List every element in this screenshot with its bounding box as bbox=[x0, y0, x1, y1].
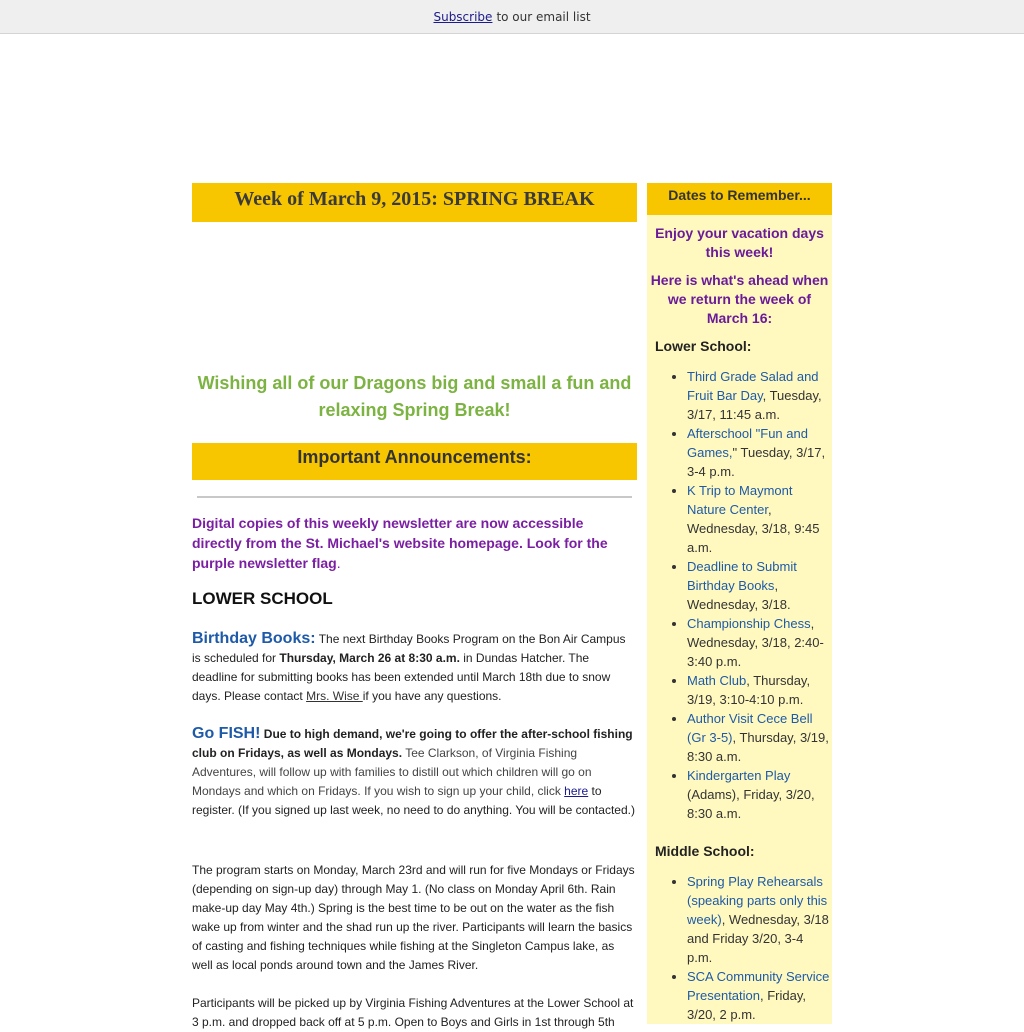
event-link[interactable]: Spring Play Rehearsals (speaking parts only this week) bbox=[687, 874, 828, 927]
subscribe-bar bbox=[0, 0, 1024, 34]
go-fish-text-1: Tee Clarkson, of Virginia Fishing Adventures, will follow up with families to distill out which children will go on Mondays and which on Fridays. If you wish to sign up your child, click bbox=[192, 746, 592, 798]
lower-school-dates-heading: Lower School: bbox=[655, 338, 752, 354]
event-detail: , Wednesday, 3/18. bbox=[687, 578, 791, 612]
event-link[interactable]: Afterschool "Fun and Games, bbox=[687, 426, 808, 460]
subscribe-link[interactable]: Subscribe bbox=[433, 9, 493, 24]
event-detail: , Friday, 3/20, 2 p.m. bbox=[687, 988, 806, 1022]
go-fish-section bbox=[192, 724, 637, 820]
event-link[interactable]: Championship Chess bbox=[687, 616, 811, 631]
list-item bbox=[687, 481, 832, 557]
birthday-date: Thursday, March 26 at 8:30 a.m. bbox=[279, 651, 460, 665]
mrs-wise-link[interactable]: Mrs. Wise bbox=[306, 689, 363, 703]
event-detail: , Wednesday, 3/18, 9:45 a.m. bbox=[687, 502, 820, 555]
event-detail: , Thursday, 3/19, 8:30 a.m. bbox=[687, 730, 829, 764]
dates-sidebar bbox=[647, 183, 832, 1024]
event-detail: , Thursday, 3/19, 3:10-4:10 p.m. bbox=[687, 673, 811, 707]
program-paragraph: The program starts on Monday, March 23rd and will run for five Mondays or Fridays (depending on sign-up day) through May 1. (No class on Monday April 6th. Rain make-up day May 4th.) Spring is the best time to be out on the water as the fish wake up from winter and the shad run up the river. Participants will learn the basics of casting and fishing techniques while fishing at the Singleton Campus lake, as well as local ponds around town and the James River. bbox=[192, 863, 635, 972]
event-detail: , Wednesday, 3/18, 2:40-3:40 p.m. bbox=[687, 616, 824, 669]
list-item bbox=[687, 614, 832, 671]
go-fish-bold: Due to high demand, we're going to offer the after-school fishing club on Fridays, as well as Mondays. bbox=[192, 727, 633, 760]
spring-break-message bbox=[192, 370, 637, 424]
lower-school-label: Lower School bbox=[655, 338, 747, 354]
birthday-books-heading: Birthday Books: bbox=[192, 630, 316, 647]
register-here-link[interactable]: here bbox=[564, 784, 589, 798]
event-link[interactable]: SCA Community Service Presentation bbox=[687, 969, 830, 1003]
announcements-banner: Important Announcements: bbox=[192, 443, 637, 480]
event-link[interactable]: Math Club bbox=[687, 673, 747, 688]
event-link[interactable]: Third Grade Salad and Fruit Bar Day bbox=[687, 369, 819, 403]
event-detail: , Wednesday, 3/18 and Friday 3/20, 3-4 p.m. bbox=[687, 912, 829, 965]
list-item bbox=[687, 424, 832, 481]
event-link[interactable]: Kindergarten Play bbox=[687, 768, 791, 783]
list-item bbox=[687, 709, 832, 766]
list-item bbox=[687, 766, 832, 823]
pickup-paragraph: Participants will be picked up by Virginia Fishing Adventures at the Lower School at 3 p.m. and dropped back off at 5 p.m. Open to Boys and Girls in 1st through 5th bbox=[192, 996, 634, 1029]
list-item bbox=[687, 872, 832, 967]
go-fish-heading: Go FISH! bbox=[192, 725, 261, 742]
middle-school-label: Middle School bbox=[655, 843, 750, 859]
event-detail: (Adams), Friday, 3/20, 8:30 a.m. bbox=[687, 787, 815, 821]
lower-school-heading: LOWER SCHOOL bbox=[192, 589, 333, 608]
list-item bbox=[687, 967, 832, 1024]
event-link[interactable]: Author Visit Cece Bell (Gr 3-5) bbox=[687, 711, 813, 745]
middle-school-events bbox=[647, 872, 832, 1024]
birthday-text-1: The next Birthday Books Program on the Bon Air Campus is scheduled for bbox=[192, 632, 626, 665]
lower-school-events bbox=[647, 367, 832, 823]
middle-school-dates-heading: Middle School: bbox=[655, 843, 755, 859]
divider bbox=[197, 496, 632, 498]
newsletter-main bbox=[192, 183, 637, 1029]
vacation-message: Enjoy your vacation days this week! bbox=[655, 225, 824, 260]
week-banner: Week of March 9, 2015: SPRING BREAK bbox=[192, 183, 637, 222]
dates-banner: Dates to Remember... bbox=[647, 183, 832, 215]
event-detail: , Tuesday, 3/17, 11:45 a.m. bbox=[687, 388, 822, 422]
list-item bbox=[687, 367, 832, 424]
digital-copies-end: . bbox=[336, 555, 341, 571]
go-fish-text-2: to register. (If you signed up last week, no need to do anything. You will be contacted.) bbox=[192, 784, 635, 817]
list-item bbox=[687, 671, 832, 709]
event-link[interactable]: Deadline to Submit Birthday Books bbox=[687, 559, 797, 593]
birthday-books-section bbox=[192, 629, 637, 706]
event-detail: " Tuesday, 3/17, 3-4 p.m. bbox=[687, 445, 826, 479]
event-link[interactable]: K Trip to Maymont Nature Center bbox=[687, 483, 793, 517]
whats-ahead-message: Here is what's ahead when we return the week of March 16: bbox=[650, 272, 829, 326]
birthday-text-2: in Dundas Hatcher. The deadline for submitting books has been extended until March 18th due to snow days. Please contact bbox=[192, 651, 611, 703]
subscribe-text: to our email list bbox=[496, 9, 591, 24]
digital-copies-text: Digital copies of this weekly newsletter are now accessible directly from the St. Michael's website homepage. Look for the purple newsletter flag bbox=[192, 515, 608, 571]
spring-break-text: Wishing all of our Dragons big and small a fun and relaxing Spring Break! bbox=[197, 373, 632, 420]
list-item bbox=[687, 557, 832, 614]
birthday-text-3: if you have any questions. bbox=[362, 689, 502, 703]
digital-copies-notice bbox=[192, 513, 637, 573]
